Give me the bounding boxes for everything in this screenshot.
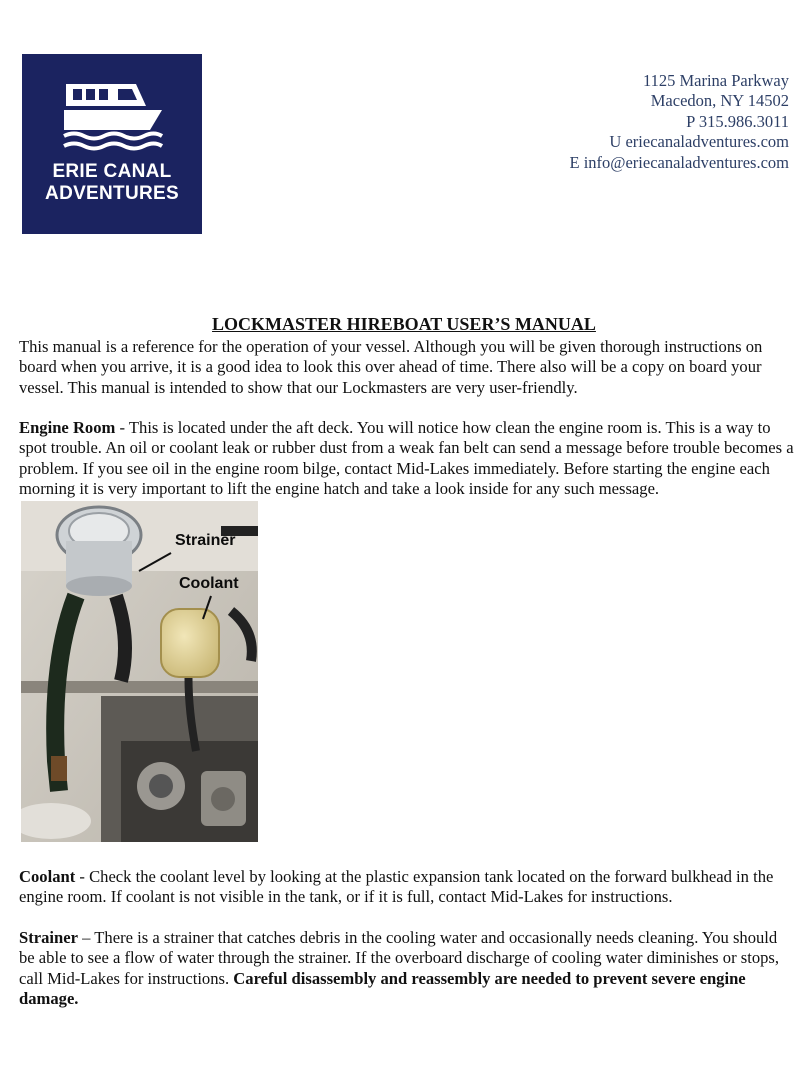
strainer-paragraph bbox=[19, 928, 794, 1009]
contact-city: Macedon, NY 14502 bbox=[650, 91, 789, 111]
coolant-separator: - bbox=[75, 867, 90, 886]
engine-room-paragraph bbox=[19, 418, 794, 499]
contact-phone: P 315.986.3011 bbox=[686, 111, 789, 131]
engine-room-heading: Engine Room bbox=[19, 418, 116, 437]
strainer-warning: Careful disassembly and reassembly are needed to prevent severe engine damage. bbox=[19, 968, 746, 1008]
coolant-heading: Coolant bbox=[19, 867, 76, 886]
contact-email[interactable]: E info@eriecanaladventures.com bbox=[569, 152, 789, 172]
contact-website[interactable]: U eriecanaladventures.com bbox=[609, 132, 789, 152]
strainer-separator: – bbox=[78, 928, 95, 947]
strainer-label: Strainer bbox=[175, 532, 236, 549]
coolant-text: Check the coolant level by looking at the plastic expansion tank located on the forward bulkhead in the engine room. If coolant is not visible in the tank, or if it is full, contact Mid-Lakes for instructions. bbox=[19, 867, 774, 907]
company-logo bbox=[22, 54, 202, 234]
coolant-label: Coolant bbox=[179, 575, 239, 592]
logo-line-1: ERIE CANAL bbox=[52, 161, 172, 182]
logo-line-2: ADVENTURES bbox=[45, 183, 179, 204]
engine-room-text: This is located under the aft deck. You will notice how clean the engine room is. This is a way to spot trouble. An oil or coolant leak or rubber dust from a weak fan belt can send a message before trouble becomes a problem. If you see oil in the engine room bilge, contact Mid-Lakes immediately. Before starting the engine each morning it is very important to lift the engine hatch and take a look inside for any such message. bbox=[19, 418, 794, 498]
contact-block bbox=[569, 71, 789, 173]
engine-photo-illustration bbox=[21, 501, 258, 842]
engine-room-separator: - bbox=[115, 418, 129, 437]
intro-paragraph: This manual is a reference for the operation of your vessel. Although you will be given thorough instructions on board when you arrive, it is a good idea to look this over ahead of time. There also will be a copy on board your vessel. This manual is intended to show that our Lockmasters are very user-friendly. bbox=[19, 337, 763, 397]
strainer-heading: Strainer bbox=[19, 928, 78, 947]
strainer-text: There is a strainer that catches debris in the cooling water and occasionally needs cleaning. You should be able to see a flow of water through the strainer. If the overboard discharge of cooling water diminishes or stops, call Mid-Lakes for instructions. bbox=[19, 928, 780, 988]
engine-room-photo bbox=[21, 501, 258, 842]
boat-icon bbox=[22, 54, 202, 164]
contact-address: 1125 Marina Parkway bbox=[642, 71, 789, 90]
page-title: LOCKMASTER HIREBOAT USER’S MANUAL bbox=[212, 314, 596, 334]
coolant-paragraph bbox=[19, 867, 794, 908]
